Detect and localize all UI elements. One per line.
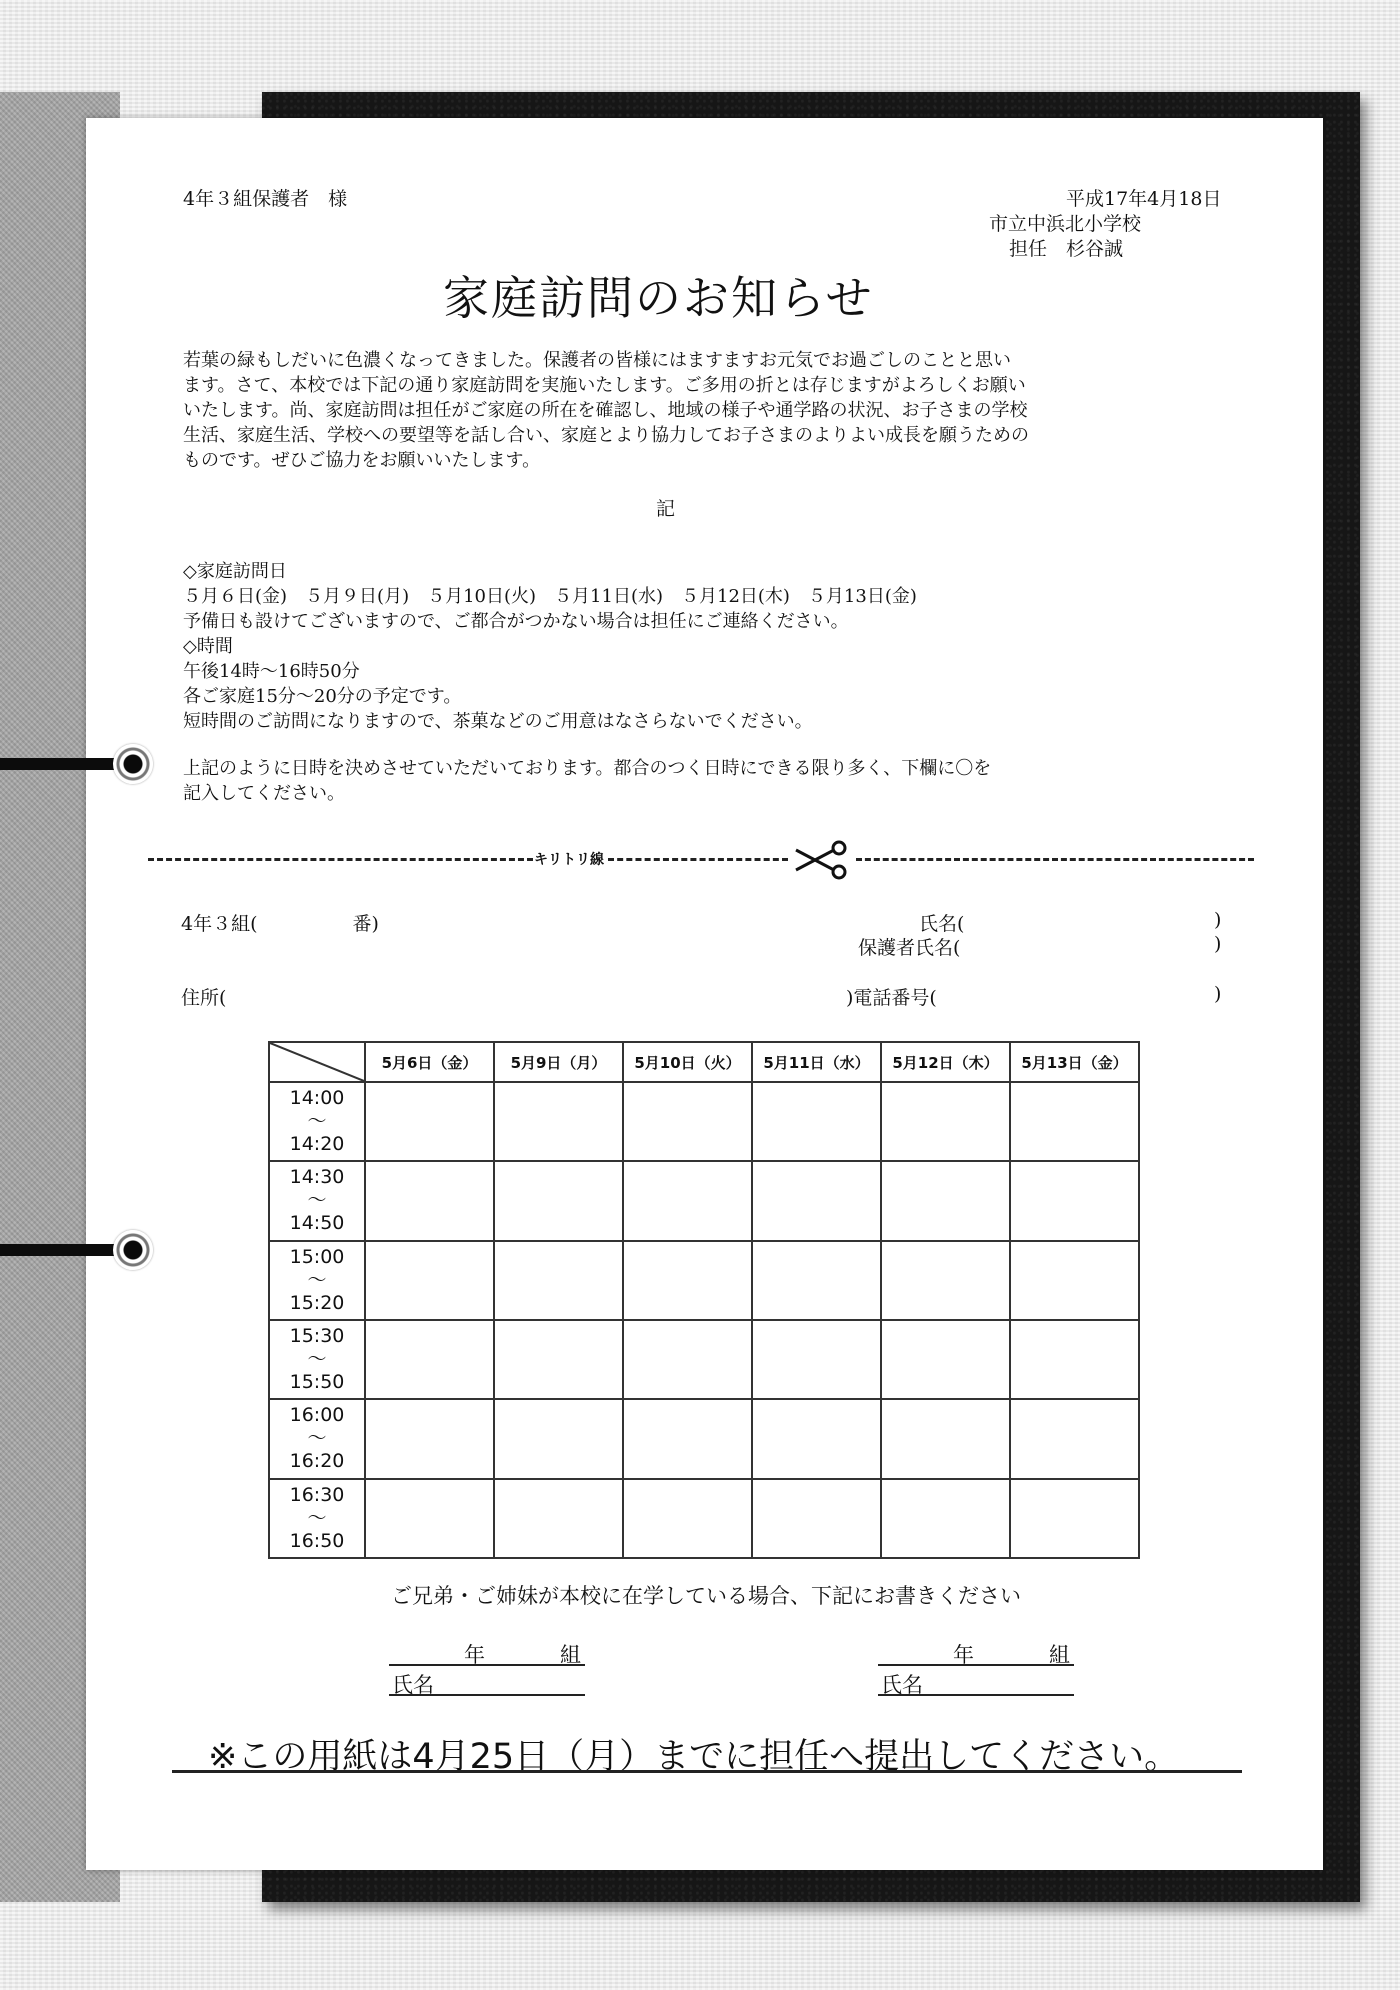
day-header: 5月6日（金）: [365, 1042, 494, 1082]
cut-line-right: [856, 858, 1254, 861]
day-header: 5月10日（火）: [623, 1042, 752, 1082]
availability-cell[interactable]: [881, 1479, 1010, 1558]
availability-cell[interactable]: [623, 1399, 752, 1478]
visit-days-heading: ◇家庭訪問日: [183, 561, 287, 582]
school-name: 市立中浜北小学校: [989, 213, 1142, 235]
availability-cell[interactable]: [752, 1399, 881, 1478]
sibling2-year-label: 年: [953, 1643, 974, 1667]
availability-cell[interactable]: [494, 1241, 623, 1320]
availability-cell[interactable]: [752, 1241, 881, 1320]
sibling2-class-label: 組: [1049, 1643, 1070, 1667]
request-line: 上記のように日時を決めさせていただいております。都合のつく日時にできる限り多く、下欄に〇を: [183, 758, 992, 779]
intro-line: 生活、家庭生活、学校への要望等を話し合い、家庭とより協力してお子さまのよりよい成長を願うための: [183, 425, 1029, 446]
details-section: [183, 559, 917, 734]
time-slot-row: [269, 1479, 1139, 1558]
time-note: 短時間のご訪問になりますので、茶菓などのご用意はなさらないでください。: [183, 711, 813, 732]
availability-cell[interactable]: [1010, 1479, 1139, 1558]
time-heading: ◇時間: [183, 636, 233, 657]
availability-cell[interactable]: [494, 1399, 623, 1478]
availability-cell[interactable]: [365, 1479, 494, 1558]
notice-paper: [86, 118, 1323, 1870]
page-title: 家庭訪問のお知らせ: [443, 271, 874, 325]
sibling1-class-line[interactable]: [389, 1664, 585, 1666]
recipient: 4年３組保護者 様: [183, 188, 348, 210]
sibling2-class-line[interactable]: [878, 1664, 1074, 1666]
sibling1-name-line[interactable]: [389, 1694, 585, 1696]
availability-cell[interactable]: [494, 1161, 623, 1240]
time-slot-label: 15:30 ～ 15:50: [269, 1320, 365, 1399]
teacher-name: 担任 杉谷誠: [1009, 238, 1124, 260]
time-slot-row: [269, 1082, 1139, 1161]
availability-cell[interactable]: [752, 1320, 881, 1399]
guardian-name-close: ): [1214, 933, 1222, 955]
grommet-top: [113, 744, 153, 784]
deadline-notice: ※この用紙は4月25日（月）までに担任へ提出してください。: [208, 1737, 1180, 1777]
intro-paragraph: [183, 348, 1029, 473]
cut-line-left: [148, 858, 533, 861]
availability-cell[interactable]: [1010, 1082, 1139, 1161]
time-slot-row: [269, 1399, 1139, 1478]
availability-cell[interactable]: [623, 1082, 752, 1161]
availability-cell[interactable]: [623, 1479, 752, 1558]
availability-cell[interactable]: [881, 1241, 1010, 1320]
availability-cell[interactable]: [494, 1082, 623, 1161]
availability-cell[interactable]: [752, 1082, 881, 1161]
schedule-header-row: [269, 1042, 1139, 1082]
availability-cell[interactable]: [752, 1479, 881, 1558]
phone-close: ): [1214, 983, 1222, 1005]
availability-cell[interactable]: [752, 1161, 881, 1240]
class-number-field[interactable]: 4年３組( 番): [181, 913, 379, 935]
availability-cell[interactable]: [623, 1241, 752, 1320]
availability-cell[interactable]: [1010, 1241, 1139, 1320]
availability-cell[interactable]: [623, 1161, 752, 1240]
day-header: 5月12日（木）: [881, 1042, 1010, 1082]
grommet-bottom: [113, 1230, 153, 1270]
day-header: 5月9日（月）: [494, 1042, 623, 1082]
availability-cell[interactable]: [494, 1320, 623, 1399]
intro-line: 若葉の緑もしだいに色濃くなってきました。保護者の皆様にはますますお元気でお過ごしのことと思い: [183, 350, 1011, 371]
sibling1-year-label: 年: [464, 1643, 485, 1667]
corner-cell: [269, 1042, 365, 1082]
cut-line-middle: [608, 858, 788, 861]
time-slot-row: [269, 1241, 1139, 1320]
availability-cell[interactable]: [365, 1241, 494, 1320]
time-slot-label: 14:30 ～ 14:50: [269, 1161, 365, 1240]
availability-cell[interactable]: [365, 1399, 494, 1478]
intro-line: ものです。ぜひご協力をお願いいたします。: [183, 450, 541, 471]
availability-cell[interactable]: [1010, 1320, 1139, 1399]
issue-date: 平成17年4月18日: [1066, 188, 1222, 210]
time-slot-label: 16:30 ～ 16:50: [269, 1479, 365, 1558]
sibling1-name-label: 氏名: [392, 1673, 434, 1697]
sibling1-class-label: 組: [560, 1643, 581, 1667]
visit-days-list: ５月６日(金) ５月９日(月) ５月10日(火) ５月11日(水) ５月12日(木) ５月13日(金): [183, 586, 917, 607]
availability-cell[interactable]: [1010, 1399, 1139, 1478]
sibling2-name-label: 氏名: [881, 1673, 923, 1697]
address-label: 住所(: [181, 987, 227, 1009]
student-name-label: 氏名(: [919, 913, 965, 935]
availability-cell[interactable]: [881, 1399, 1010, 1478]
availability-cell[interactable]: [881, 1161, 1010, 1240]
cut-line-label: キリトリ線: [534, 852, 604, 868]
scissors-icon: [794, 840, 848, 880]
availability-cell[interactable]: [623, 1320, 752, 1399]
intro-line: いたします。尚、家庭訪問は担任がご家庭の所在を確認し、地域の様子や通学路の状況、お子さまの学校: [183, 400, 1028, 421]
time-slot-label: 15:00 ～ 15:20: [269, 1241, 365, 1320]
time-range: 午後14時～16時50分: [183, 661, 360, 682]
guardian-name-label: 保護者氏名(: [858, 937, 961, 959]
availability-cell[interactable]: [365, 1082, 494, 1161]
availability-cell[interactable]: [365, 1161, 494, 1240]
time-slot-row: [269, 1161, 1139, 1240]
availability-cell[interactable]: [881, 1082, 1010, 1161]
time-slot-label: 14:00 ～ 14:20: [269, 1082, 365, 1161]
deadline-underline: [172, 1770, 1242, 1773]
sibling2-name-line[interactable]: [878, 1694, 1074, 1696]
request-line: 記入してください。: [183, 783, 345, 804]
availability-cell[interactable]: [1010, 1161, 1139, 1240]
ki-heading: 記: [656, 498, 676, 520]
availability-cell[interactable]: [494, 1479, 623, 1558]
availability-cell[interactable]: [365, 1320, 494, 1399]
time-slot-label: 16:00 ～ 16:20: [269, 1399, 365, 1478]
student-name-close: ): [1214, 909, 1222, 931]
phone-label: )電話番号(: [846, 987, 937, 1009]
schedule-table: [268, 1041, 1140, 1559]
time-slot-row: [269, 1320, 1139, 1399]
availability-cell[interactable]: [881, 1320, 1010, 1399]
visit-days-note: 予備日も設けてございますので、ご都合がつかない場合は担任にご連絡ください。: [183, 611, 849, 632]
request-paragraph: [183, 756, 991, 806]
time-per-family: 各ご家庭15分～20分の予定です。: [183, 686, 462, 707]
day-header: 5月11日（水）: [752, 1042, 881, 1082]
intro-line: ます。さて、本校では下記の通り家庭訪問を実施いたします。ご多用の折とは存じますがよろしくお願い: [183, 375, 1026, 396]
siblings-heading: ご兄弟・ご姉妹が本校に在学している場合、下記にお書きください: [391, 1584, 1021, 1608]
day-header: 5月13日（金）: [1010, 1042, 1139, 1082]
